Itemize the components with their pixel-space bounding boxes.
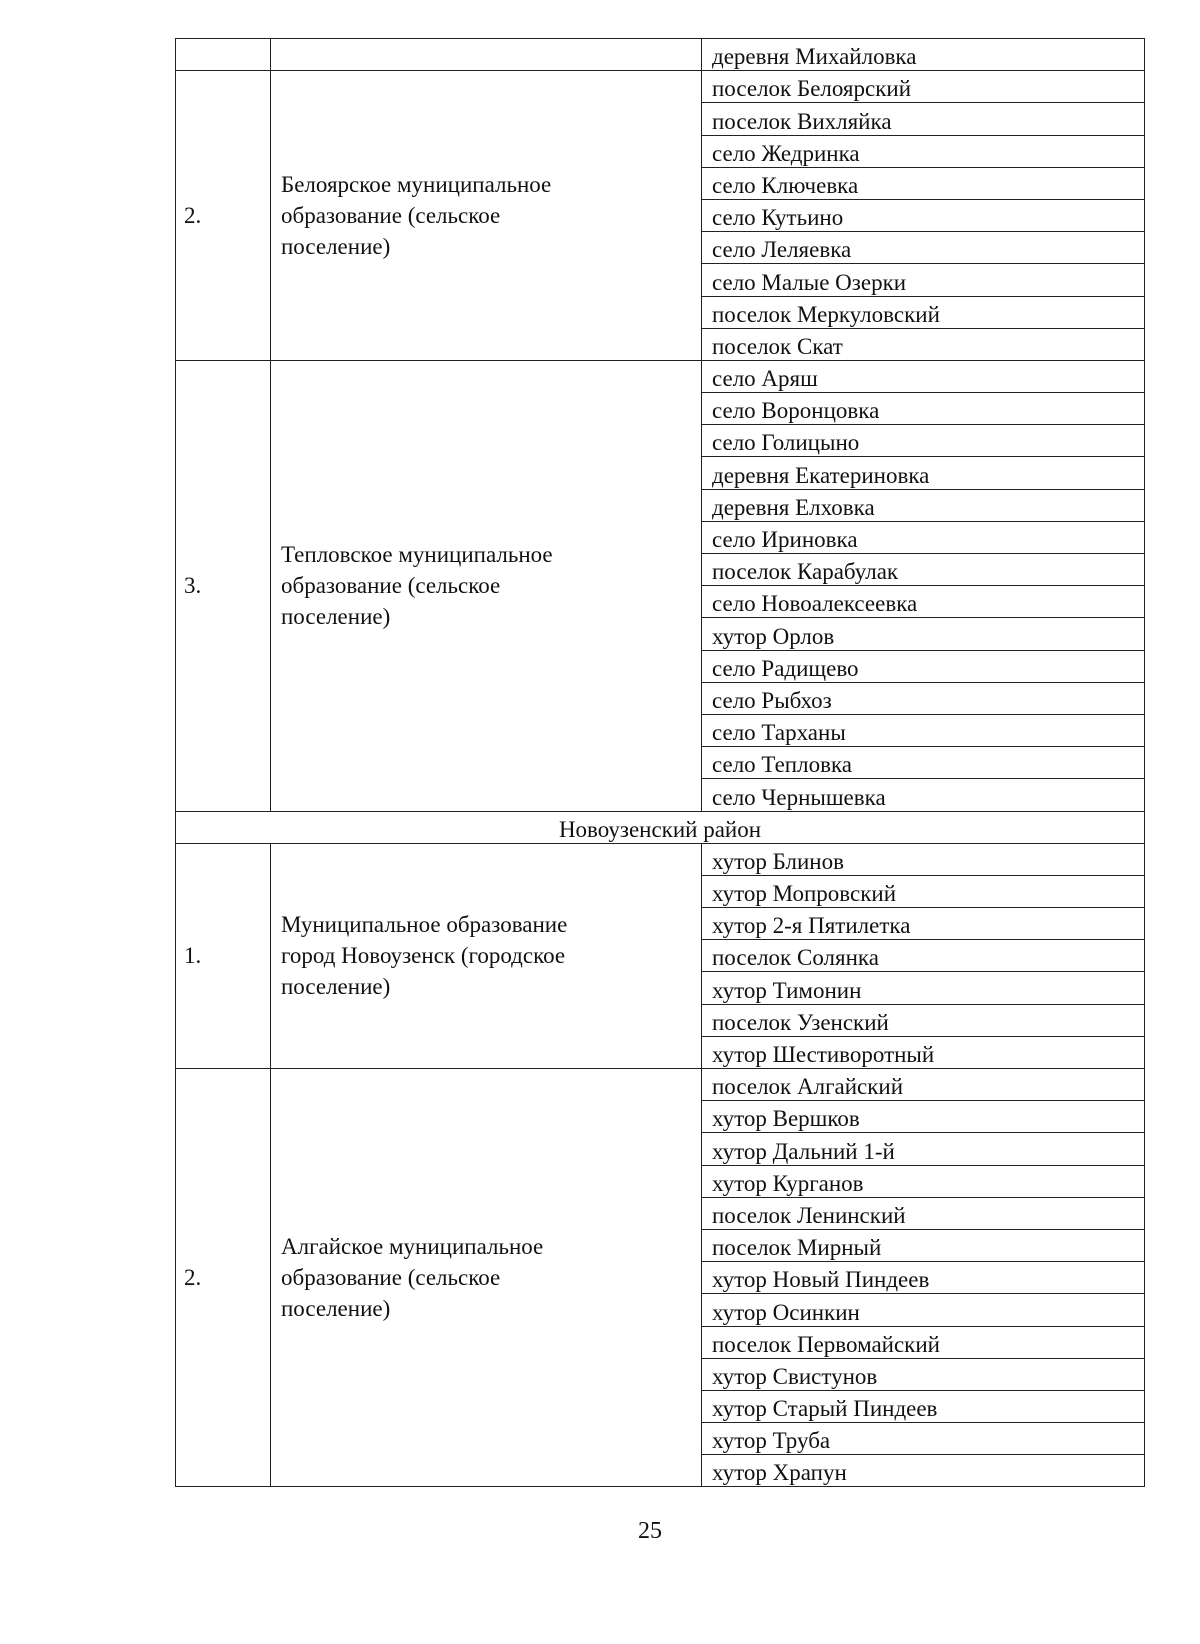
settlement-cell [702,843,1145,875]
settlement-name: деревня Екатериновка [712,462,930,488]
settlement-cell [702,393,1145,425]
row-number: 2. [176,71,271,361]
settlement-name: хутор Орлов [712,623,835,649]
settlement-name: хутор Тимонин [712,977,862,1003]
municipality-name [271,843,702,1068]
settlement-cell [702,1262,1145,1294]
settlement-cell [702,1326,1145,1358]
settlement-name: хутор Храпун [712,1460,847,1486]
settlement-cell [702,39,1145,71]
settlement-name: деревня Михайловка [712,44,917,70]
settlement-cell [702,135,1145,167]
settlement-cell [702,586,1145,618]
district-row [176,811,1145,843]
settlement-name: село Леляевка [712,237,852,263]
table-row [176,1069,1145,1101]
settlement-name: село Чернышевка [712,784,886,810]
row-number: 2. [176,1069,271,1487]
settlement-name: село Жедринка [712,140,860,166]
settlement-name: хутор 2-я Пятилетка [712,913,911,939]
settlement-cell [702,489,1145,521]
settlement-cell [702,1069,1145,1101]
settlement-cell [702,232,1145,264]
settlement-name: хутор Дальний 1-й [712,1138,895,1164]
table-row [176,843,1145,875]
settlement-cell [702,521,1145,553]
municipality-name-line: поселение) [281,604,391,630]
settlement-name: село Ириновка [712,527,858,552]
settlement-name: село Голицыно [712,430,860,456]
municipality-name-line: поселение) [281,1296,391,1322]
settlement-cell [702,1423,1145,1455]
municipality-name-line: город Новоузенск (городское [281,943,566,969]
settlement-name: хутор Старый Пиндеев [712,1396,938,1422]
settlement-cell [702,875,1145,907]
settlement-cell [702,103,1145,135]
settlement-cell [702,167,1145,199]
settlement-name: поселок Мирный [712,1235,882,1261]
row-number: 3. [176,360,271,811]
municipality-name [271,360,702,811]
settlement-name: село Новоалексеевка [712,591,918,617]
settlement-cell [702,1165,1145,1197]
table-row [176,39,1145,71]
settlement-name: село Тарханы [712,720,846,746]
settlement-cell [702,908,1145,940]
table-row [176,71,1145,103]
settlement-cell [702,650,1145,682]
settlement-cell [702,1101,1145,1133]
settlement-name: поселок Карабулак [712,559,899,585]
settlement-cell [702,1358,1145,1390]
settlement-name: поселок Белоярский [712,76,912,102]
settlement-cell [702,1004,1145,1036]
settlement-name: хутор Свистунов [712,1363,878,1389]
settlement-cell [702,940,1145,972]
settlement-name: поселок Ленинский [712,1202,906,1228]
settlement-cell [702,1133,1145,1165]
settlement-cell [702,71,1145,103]
municipality-name-line: Алгайское муниципальное [281,1234,544,1260]
municipality-name-line: образование (сельское [281,573,501,599]
municipality-name [271,1069,702,1487]
settlement-name: деревня Елховка [712,494,875,520]
settlement-cell [702,199,1145,231]
settlement-name: хутор Вершков [712,1106,860,1132]
settlement-cell [702,1390,1145,1422]
settlement-cell [702,972,1145,1004]
settlement-cell [702,296,1145,328]
settlement-name: село Аряш [712,366,818,392]
settlement-cell [702,554,1145,586]
district-title [176,811,1145,843]
settlement-cell [702,682,1145,714]
settlement-name: хутор Курганов [712,1170,864,1196]
settlement-name: поселок Вихляйка [712,108,892,134]
municipality-name-line: Муниципальное образование [281,912,568,938]
settlement-cell [702,1229,1145,1261]
settlement-name: село Малые Озерки [712,269,907,295]
municipality-name-line: образование (сельское [281,1265,501,1291]
settlement-name: хутор Шестиворотный [712,1042,935,1067]
row-number [176,39,271,71]
settlement-cell [702,618,1145,650]
table-row [176,360,1145,392]
settlement-cell [702,328,1145,360]
settlement-name: хутор Мопровский [712,881,897,907]
municipality-name-line: образование (сельское [281,203,501,229]
settlement-name: село Ключевка [712,172,859,198]
settlement-name: поселок Меркуловский [712,301,940,327]
row-number: 1. [176,843,271,1068]
settlement-name: хутор Новый Пиндеев [712,1267,930,1293]
settlement-name: поселок Первомайский [712,1331,940,1357]
settlement-cell [702,1455,1145,1487]
page-number: 25 [638,1518,662,1544]
settlement-cell [702,457,1145,489]
municipality-name-line: Белоярское муниципальное [281,172,552,198]
district-title-text: Новоузенский район [558,816,762,842]
settlement-cell [702,1036,1145,1068]
settlement-name: поселок Скат [712,333,843,359]
municipality-name [271,71,702,361]
municipality-name-line: поселение) [281,974,391,1000]
settlement-cell [702,747,1145,779]
settlement-cell [702,1197,1145,1229]
settlement-name: село Кутьино [712,205,844,231]
settlements-table-body [176,39,1145,1487]
settlement-name: хутор Осинкин [712,1299,860,1325]
settlement-name: село Рыбхоз [712,687,832,713]
settlement-name: поселок Алгайский [712,1074,904,1100]
settlement-name: поселок Солянка [712,945,879,971]
settlement-name: село Тепловка [712,752,852,778]
settlement-cell [702,360,1145,392]
settlement-name: село Радищево [712,655,859,681]
settlement-name: поселок Узенский [712,1009,889,1035]
settlement-name: село Воронцовка [712,398,880,424]
settlement-cell [702,714,1145,746]
settlement-cell [702,264,1145,296]
municipality-name-line: Тепловское муниципальное [281,542,553,568]
settlement-cell [702,1294,1145,1326]
settlement-cell [702,425,1145,457]
settlements-table [175,38,1145,1487]
settlement-name: хутор Труба [712,1428,831,1454]
municipality-name [271,39,702,71]
settlement-name: хутор Блинов [712,848,844,874]
settlement-cell [702,779,1145,811]
municipality-name-line: поселение) [281,234,391,260]
